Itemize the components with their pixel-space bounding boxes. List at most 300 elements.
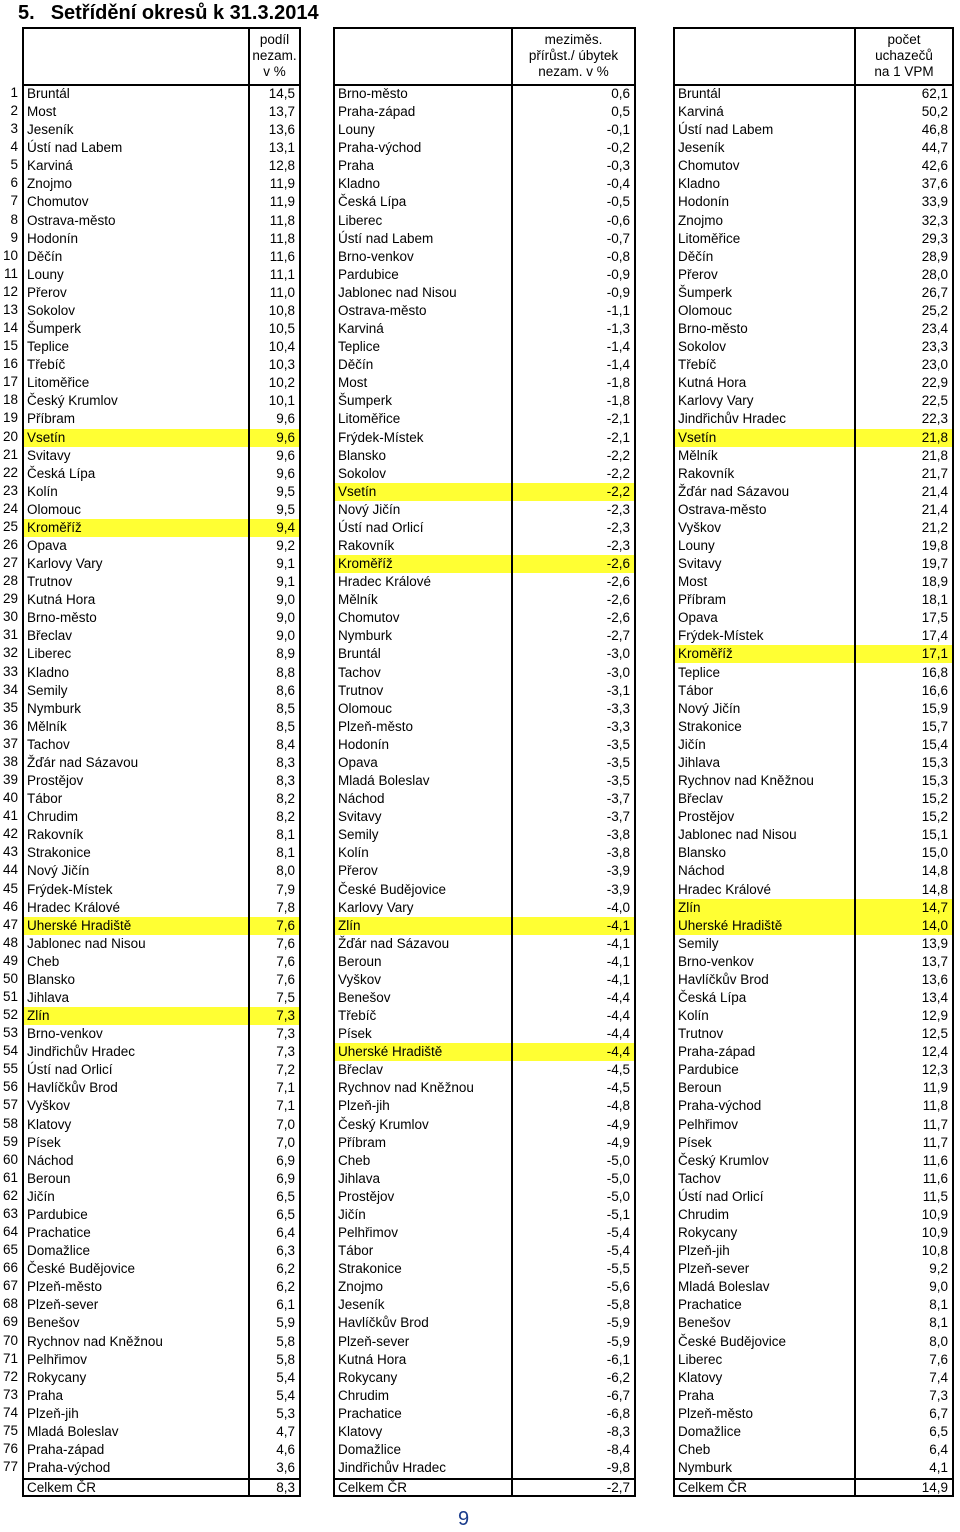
row-number: 38 (2, 753, 18, 769)
district-name: Liberec (678, 1351, 723, 1367)
district-name: Chrudim (678, 1206, 730, 1222)
district-name: Kutná Hora (678, 375, 747, 391)
district-name: Bruntál (27, 86, 70, 101)
district-name: Klatovy (338, 1423, 383, 1439)
district-value: -3,3 (606, 700, 630, 716)
district-name: Rychnov nad Kněžnou (338, 1080, 474, 1096)
district-name: Třebíč (27, 357, 66, 373)
district-value: -6,1 (606, 1351, 630, 1367)
district-name: Olomouc (338, 700, 393, 716)
district-value: 17,5 (921, 610, 948, 626)
row-number: 21 (2, 446, 18, 462)
district-name: Český Krumlov (338, 1116, 429, 1132)
district-name: Strakonice (27, 845, 91, 861)
district-name: Benešov (27, 1315, 80, 1331)
district-name: Brno-město (678, 321, 748, 337)
district-value: 12,9 (921, 1008, 948, 1024)
district-name: Karviná (338, 321, 384, 337)
row-number: 53 (2, 1025, 18, 1041)
row-number: 76 (2, 1441, 18, 1456)
district-value: -5,9 (606, 1315, 630, 1331)
district-name: Jeseník (678, 140, 725, 156)
district-value: -5,0 (606, 1170, 630, 1186)
district-value: -2,2 (606, 465, 630, 481)
total-value: 14,9 (921, 1480, 948, 1495)
district-name: Pelhřimov (27, 1351, 88, 1367)
district-value: -3,7 (606, 809, 630, 825)
district-value: 7,1 (276, 1080, 295, 1096)
district-value: -0,9 (606, 284, 630, 300)
row-number: 10 (2, 247, 18, 263)
district-value: -5,0 (606, 1152, 630, 1168)
district-name: Teplice (678, 664, 721, 680)
district-name: Klatovy (678, 1369, 723, 1385)
district-name: Přerov (678, 266, 718, 282)
district-value: 15,0 (921, 845, 948, 861)
district-value: 8,9 (276, 646, 295, 662)
title-number: 5. (18, 2, 35, 24)
column-header (511, 32, 636, 80)
district-name: Praha-západ (678, 1044, 756, 1060)
row-number: 58 (2, 1115, 18, 1131)
district-value: 15,1 (921, 827, 948, 843)
district-name: Strakonice (678, 718, 742, 734)
district-value: -1,4 (606, 339, 630, 355)
district-value: 7,0 (276, 1116, 295, 1132)
district-name: Plzeň-město (678, 1405, 754, 1421)
row-number: 31 (2, 627, 18, 643)
district-name: Sokolov (338, 465, 387, 481)
district-value: 28,9 (921, 248, 948, 264)
district-value: 13,6 (921, 971, 948, 987)
district-name: Třebíč (678, 357, 717, 373)
district-name: Kolín (338, 845, 369, 861)
district-name: Svitavy (678, 556, 722, 572)
district-value: 6,5 (276, 1188, 295, 1204)
district-name: Pardubice (678, 1062, 739, 1078)
district-value: -1,3 (606, 321, 630, 337)
row-number: 6 (10, 175, 18, 191)
district-name: Semily (27, 682, 68, 698)
district-value: -0,1 (606, 122, 630, 138)
header-line: nezam. v % (538, 64, 609, 79)
district-name: Frýdek-Místek (678, 628, 764, 644)
district-value: 19,7 (921, 556, 948, 572)
district-value: -0,8 (606, 248, 630, 264)
district-name: Praha-západ (338, 104, 416, 120)
row-number: 62 (2, 1187, 18, 1203)
district-value: -3,5 (606, 736, 630, 752)
district-name: Jindřichův Hradec (678, 411, 787, 427)
district-value: -5,6 (606, 1279, 630, 1295)
district-value: 11,8 (922, 1098, 948, 1114)
district-value: 21,4 (921, 501, 948, 517)
district-value: 62,1 (921, 86, 948, 101)
district-name: Česká Lípa (27, 465, 96, 481)
district-value: -2,2 (606, 447, 630, 463)
row-number: 49 (2, 952, 18, 968)
title-text: Setřídění okresů k 31.3.2014 (50, 2, 319, 24)
district-value: 8,0 (929, 1333, 948, 1349)
district-name: Kutná Hora (27, 592, 96, 608)
row-number: 73 (2, 1386, 18, 1402)
district-name: Náchod (338, 791, 385, 807)
district-name: Plzeň-město (27, 1279, 103, 1295)
district-value: 18,9 (921, 574, 948, 590)
district-name: Pelhřimov (338, 1225, 399, 1241)
district-name: Prostějov (27, 773, 84, 789)
row-number: 14 (2, 320, 18, 336)
district-value: -2,1 (606, 411, 630, 427)
district-value: 12,8 (268, 158, 295, 174)
district-value: -4,1 (513, 917, 634, 935)
district-value: 3,6 (276, 1460, 295, 1476)
row-number: 3 (10, 121, 18, 137)
district-name: Znojmo (27, 176, 73, 192)
district-name: Prachatice (338, 1405, 402, 1421)
district-value: -0,6 (606, 212, 630, 228)
total-label: Celkem ČR (678, 1480, 748, 1495)
district-name: Nový Jičín (338, 501, 401, 517)
district-name: Český Krumlov (678, 1152, 769, 1168)
district-name: Ústí nad Labem (27, 140, 123, 156)
district-name: Klatovy (27, 1116, 72, 1132)
district-value: 44,7 (921, 140, 948, 156)
district-value: 12,4 (921, 1044, 948, 1060)
district-value: 6,5 (929, 1423, 948, 1439)
district-name: Strakonice (338, 1261, 402, 1277)
district-name: Brno-město (27, 610, 97, 626)
district-value: -5,9 (606, 1333, 630, 1349)
district-value: -4,8 (606, 1098, 630, 1114)
row-number: 63 (2, 1205, 18, 1221)
district-name: Kolín (27, 483, 58, 499)
district-name: Vsetín (335, 483, 511, 501)
district-value: 11,9 (269, 194, 295, 210)
district-name: Bruntál (678, 86, 721, 101)
district-name: Chomutov (27, 194, 89, 210)
district-value: 0,6 (611, 86, 630, 101)
district-value: 15,2 (921, 791, 948, 807)
district-name: Louny (27, 266, 64, 282)
row-number: 12 (2, 283, 18, 299)
district-name: Česká Lípa (678, 990, 747, 1005)
district-value: 6,1 (276, 1297, 295, 1313)
district-name: Louny (338, 122, 375, 138)
district-value: 21,8 (921, 447, 948, 463)
row-number: 56 (2, 1079, 18, 1095)
district-value: 9,0 (276, 628, 295, 644)
district-value: 8,0 (276, 863, 295, 879)
district-value: 11,1 (269, 266, 295, 282)
district-name: Plzeň-sever (678, 1261, 750, 1277)
district-value: -0,3 (606, 158, 630, 174)
district-value: 11,7 (922, 1134, 948, 1150)
district-value: -4,1 (606, 953, 630, 969)
district-name: Zlín (335, 917, 511, 935)
district-value: 11,8 (269, 230, 295, 246)
district-name: Znojmo (678, 212, 724, 228)
district-value: 8,8 (276, 664, 295, 680)
header-line: podíl (259, 32, 290, 47)
district-value: 9,0 (276, 610, 295, 626)
district-name: Havlíčkův Brod (27, 1080, 118, 1096)
row-number: 65 (2, 1242, 18, 1258)
district-name: Břeclav (678, 791, 724, 807)
district-value: 7,6 (929, 1351, 948, 1367)
district-name: Chrudim (338, 1387, 390, 1403)
district-name: Liberec (338, 212, 383, 228)
district-value: 14,5 (268, 86, 295, 101)
district-name: Šumperk (27, 321, 82, 337)
district-name: Jablonec nad Nisou (338, 284, 457, 300)
district-value: 7,5 (276, 990, 295, 1005)
district-name: České Budějovice (678, 1333, 787, 1349)
district-value: -4,5 (606, 1080, 630, 1096)
district-value: -0,2 (606, 140, 630, 156)
district-value: 5,8 (276, 1333, 295, 1349)
district-value: 26,7 (921, 284, 948, 300)
district-value: 6,3 (276, 1243, 295, 1259)
district-name: Blansko (338, 447, 387, 463)
district-name: Blansko (678, 845, 727, 861)
row-number: 26 (2, 537, 18, 552)
row-number: 29 (2, 591, 18, 607)
district-value: -6,7 (606, 1387, 630, 1403)
district-name: Cheb (27, 953, 60, 969)
district-value: 15,3 (921, 773, 948, 789)
row-number: 69 (2, 1314, 18, 1330)
district-value: 11,9 (269, 176, 295, 192)
district-name: Chomutov (338, 610, 400, 626)
district-value: -2,2 (513, 483, 634, 501)
district-value: 23,0 (921, 357, 948, 373)
district-name: Tábor (338, 1243, 374, 1259)
district-value: 7,2 (276, 1062, 295, 1078)
district-name: Žďár nad Sázavou (678, 483, 790, 499)
district-value: 8,2 (276, 791, 295, 807)
district-name: Jeseník (338, 1297, 385, 1313)
district-value: 9,6 (276, 447, 295, 463)
district-value: -2,6 (606, 592, 630, 608)
district-value: 9,0 (276, 592, 295, 608)
district-value: 29,3 (921, 230, 948, 246)
district-value: -2,3 (606, 538, 630, 553)
district-name: Teplice (338, 339, 381, 355)
district-name: Kroměříž (24, 519, 248, 537)
district-name: Nymburk (678, 1460, 733, 1476)
row-number: 24 (2, 500, 18, 516)
district-value: 9,2 (929, 1261, 948, 1277)
district-name: Hodonín (678, 194, 730, 210)
row-number: 47 (2, 916, 18, 932)
district-value: -2,3 (606, 501, 630, 517)
total-label: Celkem ČR (27, 1480, 97, 1495)
district-value: 18,1 (921, 592, 948, 608)
district-value: -3,9 (606, 881, 630, 897)
district-value: 9,1 (276, 556, 295, 572)
row-number: 40 (2, 790, 18, 806)
district-value: 6,9 (276, 1170, 295, 1186)
row-number: 11 (3, 265, 18, 281)
row-number: 52 (2, 1007, 18, 1023)
district-value: 17,1 (856, 645, 952, 663)
row-number: 60 (2, 1151, 18, 1167)
district-value: 9,6 (276, 465, 295, 481)
district-name: Děčín (27, 248, 63, 264)
district-value: 10,8 (268, 302, 295, 318)
district-name: Uherské Hradiště (335, 1043, 511, 1061)
district-name: Karviná (678, 104, 724, 120)
district-name: Jihlava (678, 754, 721, 770)
district-value: 7,6 (250, 917, 299, 935)
row-number: 34 (2, 681, 18, 697)
district-name: Písek (678, 1134, 712, 1150)
district-value: -0,9 (606, 266, 630, 282)
district-name: Hradec Králové (27, 899, 121, 915)
row-number: 48 (2, 934, 18, 950)
district-name: Beroun (678, 1080, 722, 1096)
district-value: 28,0 (921, 266, 948, 282)
district-value: 7,6 (276, 953, 295, 969)
district-name: Mělník (27, 718, 67, 734)
district-value: 37,6 (921, 176, 948, 192)
district-name: Benešov (678, 1315, 731, 1331)
row-number: 44 (2, 862, 18, 878)
row-number: 13 (2, 301, 18, 317)
district-name: Chomutov (678, 158, 740, 174)
district-value: -3,8 (606, 827, 630, 843)
district-value: -4,5 (606, 1062, 630, 1078)
district-name: Jablonec nad Nisou (678, 827, 797, 843)
district-value: 16,6 (921, 682, 948, 698)
district-name: Břeclav (27, 628, 73, 644)
district-value: 10,9 (921, 1206, 948, 1222)
district-name: Bruntál (338, 646, 381, 662)
district-value: 8,1 (929, 1315, 948, 1331)
district-value: -6,8 (606, 1405, 630, 1421)
district-name: Opava (338, 754, 378, 770)
district-name: Vyškov (338, 971, 382, 987)
district-value: 6,4 (276, 1225, 295, 1241)
district-value: -5,4 (606, 1243, 630, 1259)
district-value: 7,3 (929, 1387, 948, 1403)
district-name: České Budějovice (338, 881, 447, 897)
district-name: Karviná (27, 158, 73, 174)
district-name: Hodonín (338, 736, 390, 752)
row-number: 27 (2, 555, 18, 571)
district-value: 14,8 (921, 881, 948, 897)
district-value: -3,9 (606, 863, 630, 879)
district-value: 46,8 (921, 122, 948, 138)
district-name: Rokycany (338, 1369, 398, 1385)
row-number: 64 (2, 1224, 18, 1240)
page-title (18, 2, 319, 25)
district-name: Kladno (27, 664, 70, 680)
row-number: 5 (10, 157, 18, 173)
district-name: Rychnov nad Kněžnou (678, 773, 814, 789)
district-name: Ostrava-město (678, 501, 767, 517)
district-name: Tachov (678, 1170, 721, 1186)
district-value: 13,7 (921, 953, 948, 969)
district-value: 8,3 (276, 754, 295, 770)
district-value: 9,0 (929, 1279, 948, 1295)
district-name: Karlovy Vary (678, 393, 754, 409)
district-value: 6,7 (929, 1405, 948, 1421)
row-number: 8 (10, 211, 18, 227)
district-name: Trutnov (338, 682, 384, 698)
row-number: 37 (2, 735, 18, 751)
row-number: 1 (10, 85, 18, 100)
district-value: 7,9 (276, 881, 295, 897)
district-value: -3,8 (606, 845, 630, 861)
row-number: 42 (2, 826, 18, 842)
district-value: 5,4 (276, 1369, 295, 1385)
district-value: -8,4 (606, 1442, 630, 1457)
district-name: Pardubice (338, 266, 399, 282)
district-name: Olomouc (678, 302, 733, 318)
district-name: Plzeň-jih (338, 1098, 390, 1114)
row-number: 72 (2, 1368, 18, 1384)
district-value: 21,4 (921, 483, 948, 499)
district-value: -4,1 (606, 971, 630, 987)
column-header (854, 32, 954, 80)
district-name: Havlíčkův Brod (678, 971, 769, 987)
district-value: 13,9 (921, 935, 948, 951)
district-value: 42,6 (921, 158, 948, 174)
district-value: -8,3 (606, 1423, 630, 1439)
district-name: Znojmo (338, 1279, 384, 1295)
district-name: Litoměřice (678, 230, 741, 246)
district-value: 25,2 (921, 302, 948, 318)
district-value: 10,4 (268, 339, 295, 355)
district-value: -3,5 (606, 754, 630, 770)
district-name: Třebíč (338, 1008, 377, 1024)
district-name: Prachatice (678, 1297, 742, 1313)
row-number: 4 (10, 139, 18, 155)
district-value: 4,1 (929, 1460, 948, 1476)
district-name: Mladá Boleslav (678, 1279, 770, 1295)
district-name: Uherské Hradiště (24, 917, 248, 935)
district-name: Litoměřice (338, 411, 401, 427)
district-value: -0,7 (606, 230, 630, 246)
district-name: Semily (338, 827, 379, 843)
district-name: Český Krumlov (27, 393, 118, 409)
district-name: Písek (27, 1134, 61, 1150)
district-value: 9,1 (276, 574, 295, 590)
district-name: Cheb (678, 1442, 711, 1457)
district-value: 8,4 (276, 736, 295, 752)
district-value: -3,7 (606, 791, 630, 807)
district-name: Most (27, 104, 57, 120)
district-value: 13,7 (268, 104, 295, 120)
district-name: Mělník (678, 447, 718, 463)
district-name: Příbram (27, 411, 76, 427)
district-value: 5,4 (276, 1387, 295, 1403)
district-name: Kladno (338, 176, 381, 192)
row-number: 68 (2, 1296, 18, 1312)
district-value: -1,8 (606, 375, 630, 391)
district-name: Děčín (338, 357, 374, 373)
district-name: Žďár nad Sázavou (338, 935, 450, 951)
district-value: -4,1 (606, 935, 630, 951)
district-value: 22,5 (921, 393, 948, 409)
row-number: 35 (2, 699, 18, 715)
district-value: 13,1 (268, 140, 295, 156)
district-value: 11,6 (269, 248, 295, 264)
district-value: 7,6 (276, 971, 295, 987)
district-value: -4,4 (606, 1008, 630, 1024)
